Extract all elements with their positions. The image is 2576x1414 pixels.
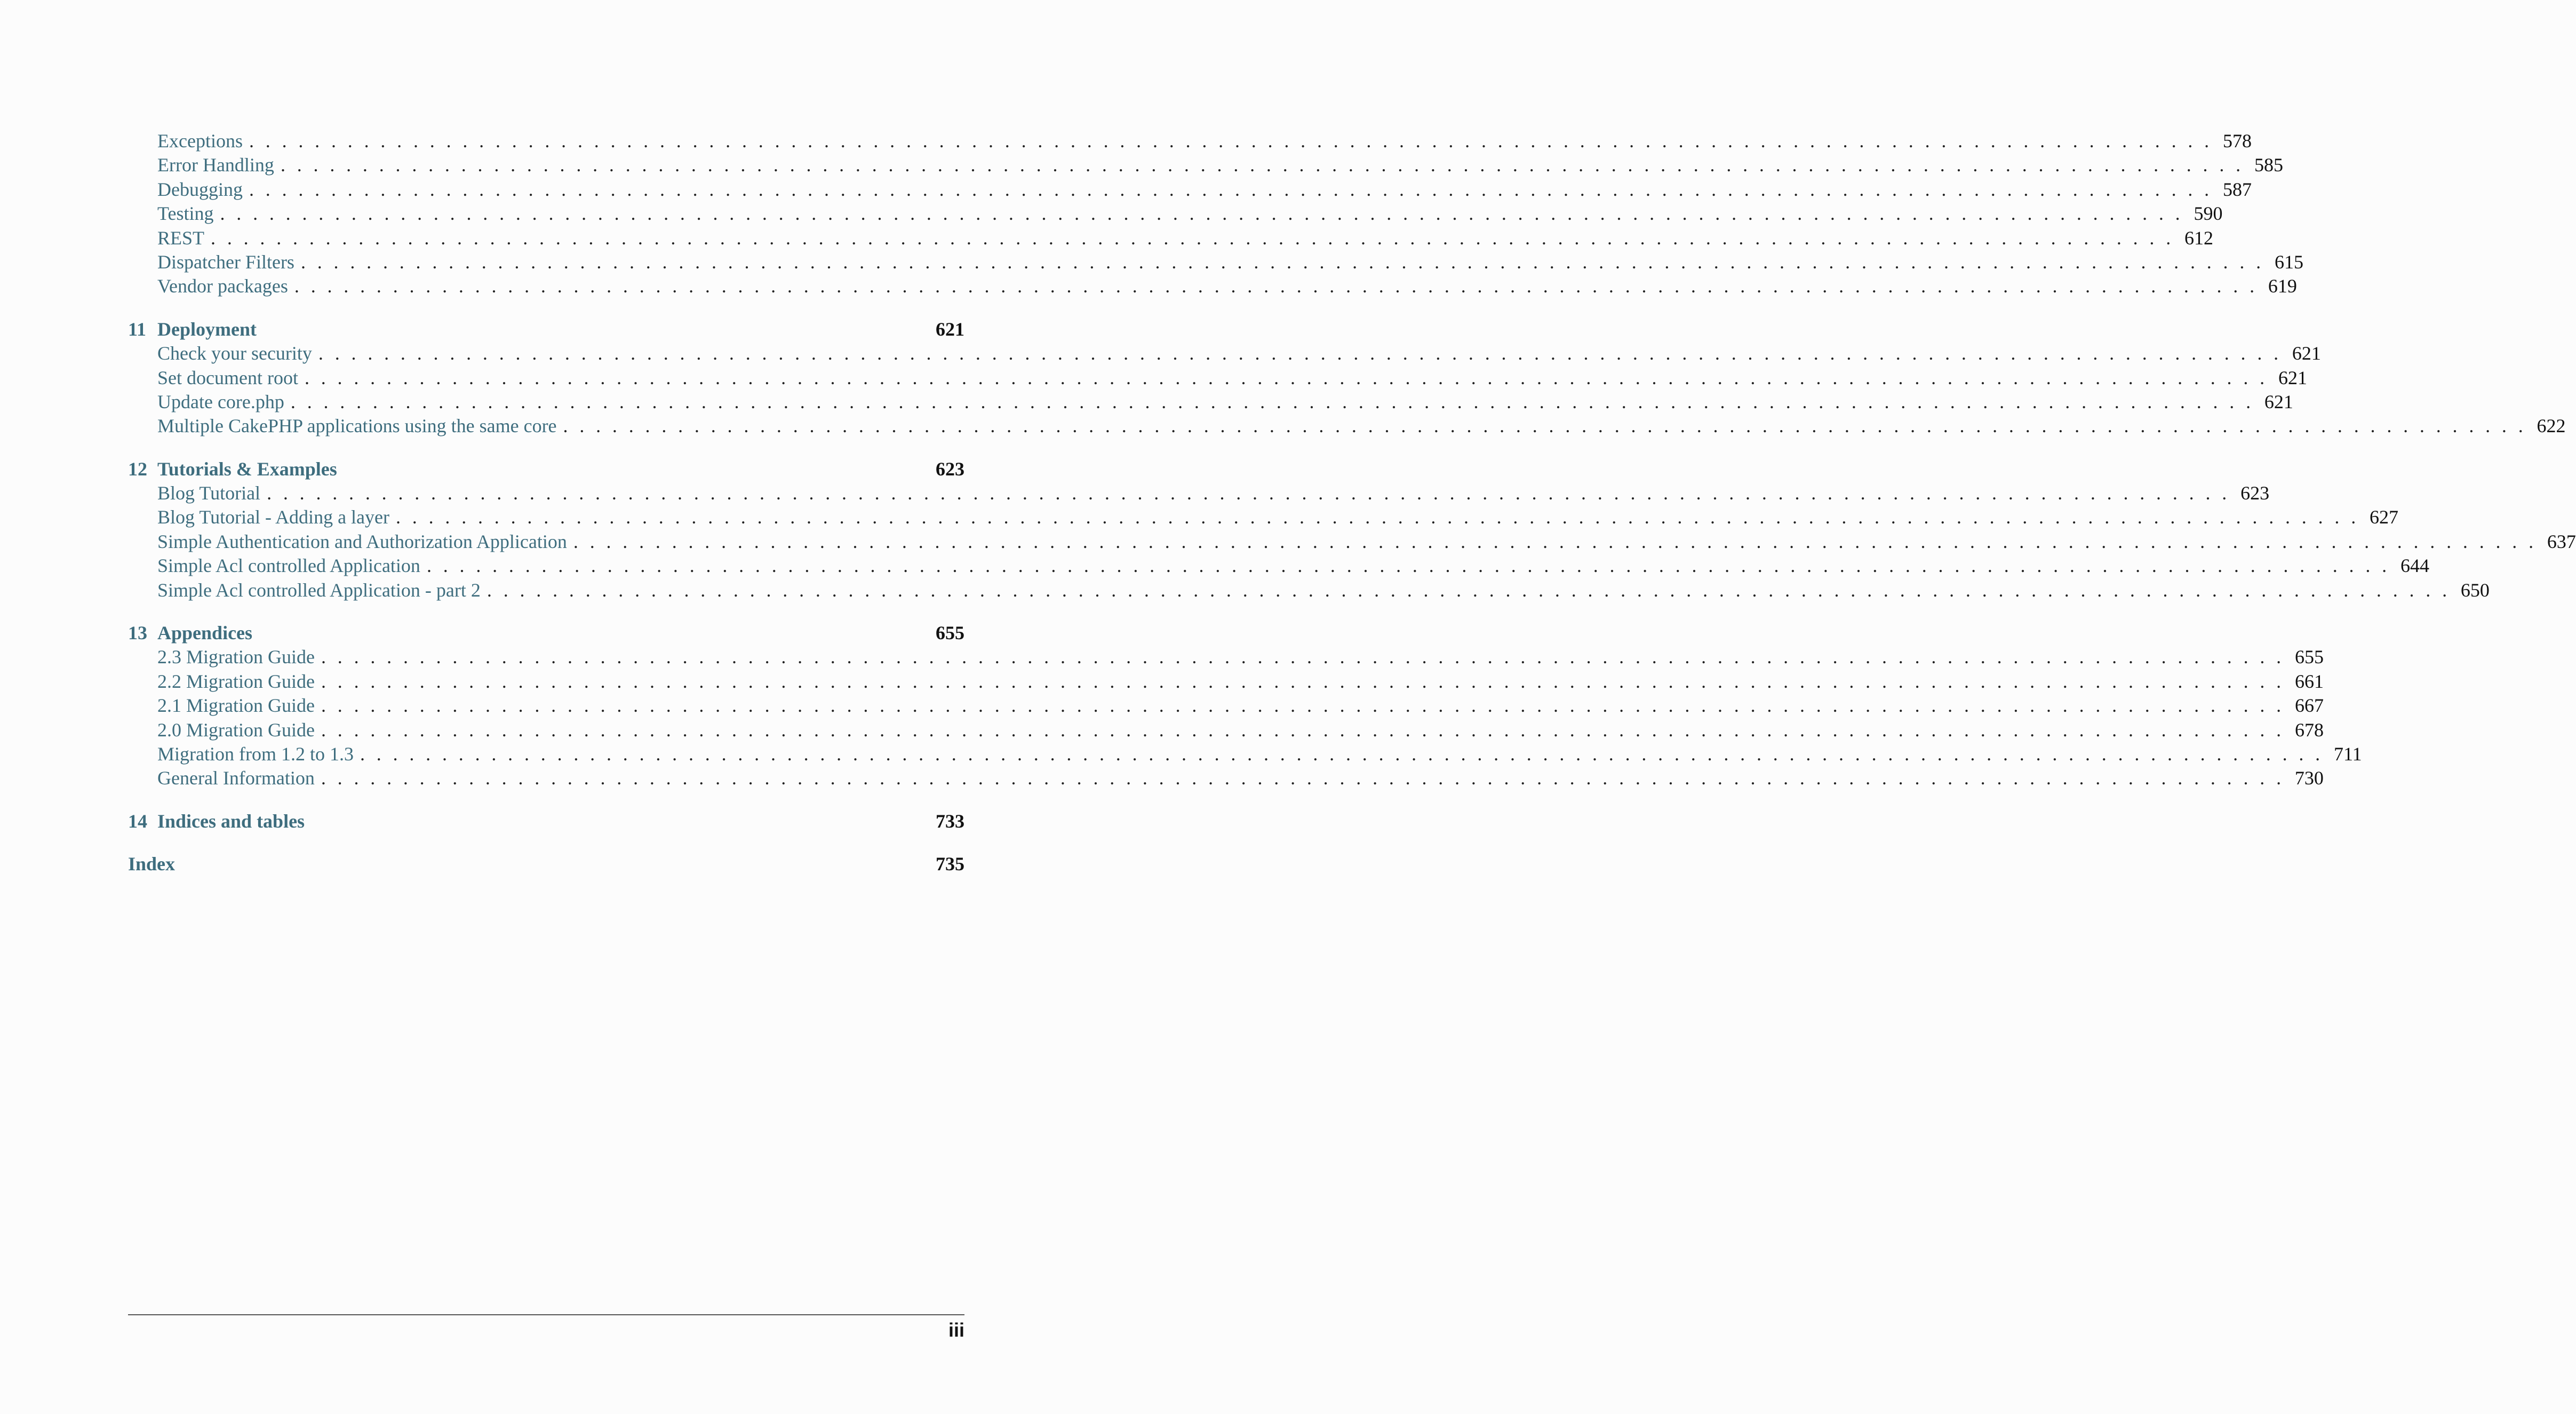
toc-entry-title[interactable]: Set document root — [157, 367, 298, 388]
dot-leader: ........................................................................................................................ — [321, 670, 2293, 692]
toc-entry-page: 623 — [2240, 482, 2270, 504]
toc-index-title[interactable]: Index — [128, 853, 176, 875]
toc-entry-title[interactable]: Migration from 1.2 to 1.3 — [157, 743, 354, 765]
toc-chapter-title[interactable]: Tutorials & Examples — [157, 458, 337, 480]
toc-chapter-number: 13 — [128, 622, 147, 644]
toc-entry[interactable] — [128, 366, 2307, 390]
dot-leader: ........................................................................................................................ — [321, 767, 2293, 789]
dot-leader: ........................................................................................................................ — [321, 695, 2293, 717]
toc-entry[interactable] — [128, 129, 2252, 153]
toc-chapter-heading[interactable] — [128, 457, 964, 481]
toc-entry[interactable] — [128, 390, 2293, 414]
toc-entry-title[interactable]: 2.0 Migration Guide — [157, 719, 315, 741]
toc-entry-page: 578 — [2222, 130, 2252, 152]
toc-entry-page: 637 — [2547, 530, 2576, 552]
toc-entry-title[interactable]: Testing — [157, 203, 214, 225]
dot-leader: ........................................................................................................................ — [280, 154, 2252, 176]
toc-entry[interactable] — [128, 742, 2362, 766]
toc-chapter-page: 733 — [936, 810, 964, 832]
toc-entry-title[interactable]: Dispatcher Filters — [157, 251, 294, 273]
toc-entry-page: 612 — [2184, 227, 2214, 249]
toc-entry-page: 650 — [2460, 579, 2490, 601]
toc-entry-page: 619 — [2268, 275, 2297, 297]
dot-leader: ........................................................................................................................ — [321, 719, 2293, 741]
dot-leader: ........................................................................................................................ — [426, 555, 2398, 577]
toc-entry-page: 644 — [2400, 555, 2429, 577]
toc-entry-page: 621 — [2278, 367, 2307, 388]
dot-leader: ........................................................................................................................ — [290, 391, 2262, 412]
toc-chapter-title[interactable]: Indices and tables — [157, 810, 305, 832]
toc-entry[interactable] — [128, 554, 2429, 578]
dot-leader: ........................................................................................................................ — [360, 743, 2332, 765]
toc-entry[interactable] — [128, 481, 2270, 505]
toc-entry[interactable] — [128, 250, 2303, 274]
toc-entry[interactable] — [128, 766, 2324, 790]
toc-entry-title[interactable]: 2.2 Migration Guide — [157, 670, 315, 692]
toc-entry-title[interactable]: Vendor packages — [157, 275, 288, 297]
toc-entry-page: 711 — [2333, 743, 2362, 765]
toc-entry[interactable] — [128, 341, 2321, 366]
toc-entry-page: 622 — [2537, 415, 2566, 437]
toc-chapter-heading[interactable] — [128, 317, 964, 341]
toc-index-page: 735 — [936, 853, 964, 875]
toc-entry-title[interactable]: Check your security — [157, 343, 312, 364]
toc-chapter-page: 623 — [936, 458, 964, 480]
table-of-contents — [128, 129, 2576, 877]
toc-chapter-heading[interactable] — [128, 621, 964, 645]
toc-entry-title[interactable]: 2.3 Migration Guide — [157, 646, 315, 668]
footer-divider — [128, 1314, 964, 1315]
toc-entry-page: 590 — [2194, 203, 2223, 225]
toc-entry-title[interactable]: General Information — [157, 767, 315, 789]
dot-leader: ........................................................................................................................ — [267, 482, 2239, 504]
toc-entry-title[interactable]: REST — [157, 227, 205, 249]
toc-chapter-title[interactable]: Deployment — [157, 318, 257, 340]
toc-chapter-page: 621 — [936, 318, 964, 340]
dot-leader: ........................................................................................................................ — [294, 275, 2266, 297]
toc-entry-page: 621 — [2264, 391, 2293, 412]
toc-entry[interactable] — [128, 505, 2398, 529]
toc-section-tail — [128, 129, 2303, 299]
toc-entry[interactable] — [128, 718, 2324, 742]
toc-entry[interactable] — [128, 645, 2324, 669]
toc-entry-page: 655 — [2294, 646, 2324, 668]
dot-leader: ........................................................................................................................ — [487, 579, 2459, 601]
toc-chapter-number: 11 — [128, 318, 147, 340]
toc-index-heading[interactable] — [128, 852, 964, 876]
toc-chapter-number: 14 — [128, 810, 147, 832]
toc-entry-page: 730 — [2294, 767, 2324, 789]
toc-entry-title[interactable]: Error Handling — [157, 154, 274, 176]
toc-entry[interactable] — [128, 670, 2324, 694]
toc-entry-page: 615 — [2274, 251, 2303, 273]
toc-entry[interactable] — [128, 530, 2576, 554]
toc-chapter-page: 655 — [936, 622, 964, 644]
dot-leader: ........................................................................................................................ — [220, 203, 2192, 225]
toc-entry-title[interactable]: Simple Acl controlled Application - part 2 — [157, 579, 481, 601]
toc-entry-title[interactable]: Multiple CakePHP applications using the same core — [157, 415, 557, 437]
toc-entry-title[interactable]: Update core.php — [157, 391, 284, 412]
dot-leader: ........................................................................................................................ — [300, 251, 2272, 273]
toc-chapter-number: 12 — [128, 458, 147, 480]
toc-entry[interactable] — [128, 202, 2223, 226]
toc-chapter-title[interactable]: Appendices — [157, 622, 253, 644]
toc-entry[interactable] — [128, 226, 2214, 250]
toc-chapter-heading[interactable] — [128, 809, 964, 833]
toc-entry[interactable] — [128, 178, 2252, 202]
toc-entry-page: 661 — [2294, 670, 2324, 692]
toc-entry[interactable] — [128, 578, 2490, 602]
toc-entry-page: 627 — [2370, 506, 2398, 528]
dot-leader: ........................................................................................................................ — [563, 415, 2535, 437]
dot-leader: ........................................................................................................................ — [321, 646, 2293, 668]
toc-entry-title[interactable]: Blog Tutorial — [157, 482, 261, 504]
toc-entry[interactable] — [128, 274, 2297, 298]
toc-entry-page: 667 — [2294, 695, 2324, 717]
toc-entry[interactable] — [128, 694, 2324, 718]
dot-leader: ........................................................................................................................ — [396, 506, 2367, 528]
dot-leader: ........................................................................................................................ — [318, 343, 2290, 364]
dot-leader: ........................................................................................................................ — [304, 367, 2276, 388]
toc-entry-title[interactable]: Simple Acl controlled Application — [157, 555, 420, 577]
dot-leader: ........................................................................................................................ — [211, 227, 2183, 249]
dot-leader: ........................................................................................................................ — [573, 530, 2545, 552]
page-number: iii — [948, 1319, 964, 1341]
toc-entry-title[interactable]: Simple Authentication and Authorization Application — [157, 530, 567, 552]
toc-entry-title[interactable]: Blog Tutorial - Adding a layer — [157, 506, 389, 528]
toc-entry[interactable] — [128, 414, 2566, 438]
toc-entry-page: 585 — [2254, 154, 2283, 176]
toc-entry-page: 587 — [2222, 178, 2252, 200]
toc-entry-page: 678 — [2294, 719, 2324, 741]
toc-entry-title[interactable]: 2.1 Migration Guide — [157, 695, 315, 717]
toc-entry-page: 621 — [2292, 343, 2321, 364]
toc-entry-title[interactable]: Exceptions — [157, 130, 243, 152]
dot-leader: ........................................................................................................................ — [249, 130, 2221, 152]
dot-leader: ........................................................................................................................ — [249, 178, 2221, 200]
toc-entry[interactable] — [128, 153, 2283, 177]
toc-entry-title[interactable]: Debugging — [157, 178, 243, 200]
